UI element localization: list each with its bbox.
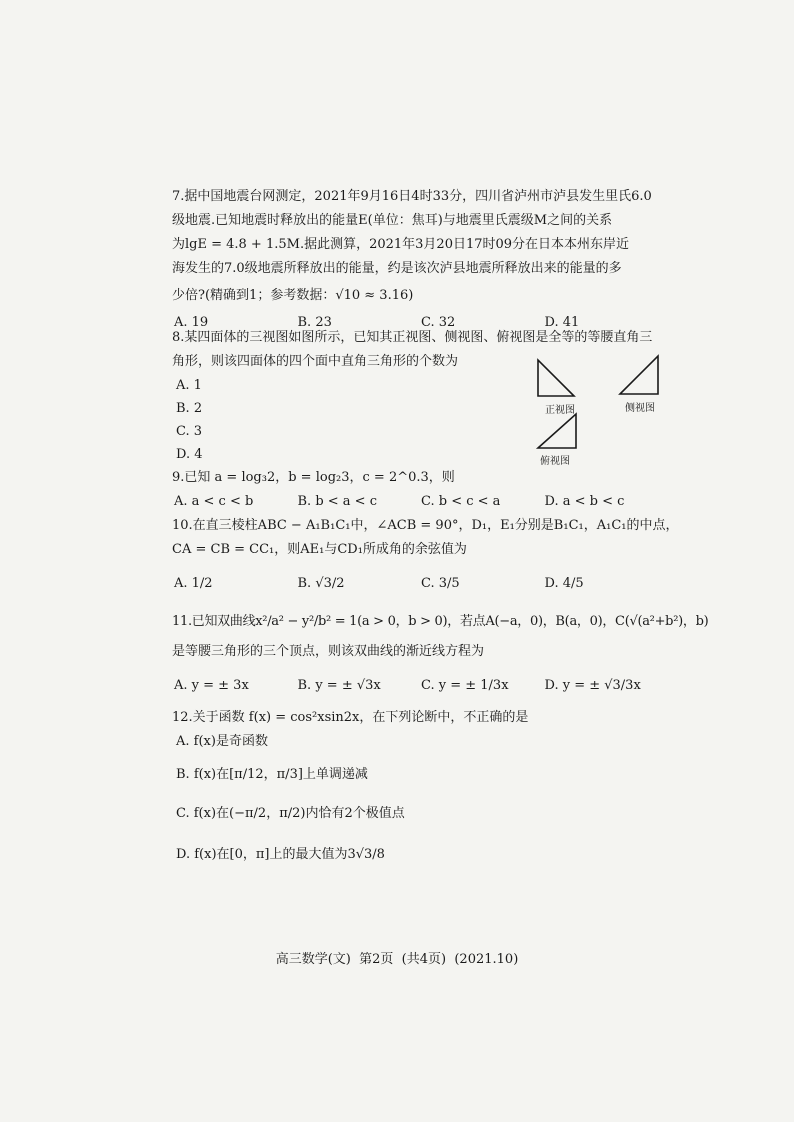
option-a[interactable]: A. 1/2 xyxy=(174,576,213,591)
option-d[interactable]: D. 4/5 xyxy=(544,576,584,591)
option-b[interactable]: B. y = ± √3x xyxy=(297,678,381,693)
question-9 xyxy=(172,466,668,514)
option-c[interactable]: C. y = ± 1/3x xyxy=(421,678,509,693)
option-b[interactable]: B. √3/2 xyxy=(297,576,345,591)
option-a[interactable]: A. f(x)是奇函数 xyxy=(176,734,268,749)
option-a[interactable]: A. 1 xyxy=(176,378,202,393)
top-view-label: 俯视图 xyxy=(540,456,570,467)
question-8-line: 8.某四面体的三视图如图所示，已知其正视图、侧视图、俯视图是全等的等腰直角三 xyxy=(172,330,653,345)
side-view-triangle xyxy=(620,356,658,394)
question-7-line: 级地震.已知地震时释放出的能量E(单位：焦耳)与地震里氏震级M之间的关系 xyxy=(172,213,613,228)
option-d[interactable]: D. a < b < c xyxy=(544,494,625,509)
option-b[interactable]: B. f(x)在[π/12，π/3]上单调递减 xyxy=(176,767,368,782)
option-b[interactable]: B. b < a < c xyxy=(297,494,377,509)
question-11-line: 是等腰三角形的三个顶点，则该双曲线的渐近线方程为 xyxy=(172,644,485,659)
option-c[interactable]: C. b < c < a xyxy=(421,494,501,509)
option-a[interactable]: A. y = ± 3x xyxy=(174,678,249,693)
option-c[interactable]: C. 32 xyxy=(421,315,456,330)
top-view-triangle xyxy=(538,414,576,448)
option-c[interactable]: C. 3/5 xyxy=(421,576,460,591)
page-footer: 高三数学(文) 第2页 (共4页) (2021.10) xyxy=(275,952,519,967)
option-d[interactable]: D. 4 xyxy=(176,447,203,462)
question-7-line: 7.据中国地震台网测定，2021年9月16日4时33分，四川省泸州市泸县发生里氏6.0 xyxy=(172,189,652,204)
option-d[interactable]: D. y = ± √3/3x xyxy=(544,678,641,693)
front-view-label: 正视图 xyxy=(545,405,575,416)
question-7 xyxy=(172,185,668,335)
question-11-line: 11.已知双曲线x²/a² − y²/b² = 1(a > 0，b > 0)，若点A(−a，0)，B(a，0)，C(√(a²+b²)，b) xyxy=(172,614,709,629)
question-7-line: 为lgE = 4.8 + 1.5M.据此测算，2021年3月20日17时09分在日本本州东岸近 xyxy=(172,237,630,252)
question-11-options xyxy=(172,674,668,698)
question-9-line: 9.已知 a = log₃2，b = log₂3，c = 2^0.3，则 xyxy=(172,470,455,485)
option-a[interactable]: A. a < c < b xyxy=(174,494,254,509)
option-b[interactable]: B. 2 xyxy=(176,401,203,416)
option-c[interactable]: C. f(x)在(−π/2，π/2)内恰有2个极值点 xyxy=(176,806,405,821)
question-9-options xyxy=(172,490,668,514)
question-10-line: 10.在直三棱柱ABC − A₁B₁C₁中，∠ACB = 90°，D₁，E₁分别是B₁C₁，A₁C₁的中点， xyxy=(172,518,679,533)
question-12-line: 12.关于函数 f(x) = cos²xsin2x，在下列论断中，不正确的是 xyxy=(172,710,529,725)
question-10 xyxy=(172,514,679,596)
question-12 xyxy=(172,706,668,866)
option-b[interactable]: B. 23 xyxy=(297,315,332,330)
option-d[interactable]: D. 41 xyxy=(544,315,580,330)
side-view-label: 侧视图 xyxy=(625,403,655,414)
question-12-options xyxy=(172,730,668,866)
option-c[interactable]: C. 3 xyxy=(176,424,203,439)
question-10-line: CA = CB = CC₁，则AE₁与CD₁所成角的余弦值为 xyxy=(172,542,467,557)
question-10-options xyxy=(172,572,668,596)
question-11 xyxy=(172,610,709,698)
question-7-line: 海发生的7.0级地震所释放出的能量，约是该次泸县地震所释放出来的能量的多 xyxy=(172,261,622,276)
option-a[interactable]: A. 19 xyxy=(174,315,209,330)
question-7-line: 少倍?(精确到1；参考数据：√10 ≈ 3.16) xyxy=(172,288,414,303)
question-8-line: 角形，则该四面体的四个面中直角三角形的个数为 xyxy=(172,354,459,369)
option-d[interactable]: D. f(x)在[0，π]上的最大值为3√3/8 xyxy=(176,847,385,862)
front-view-triangle xyxy=(538,360,574,396)
